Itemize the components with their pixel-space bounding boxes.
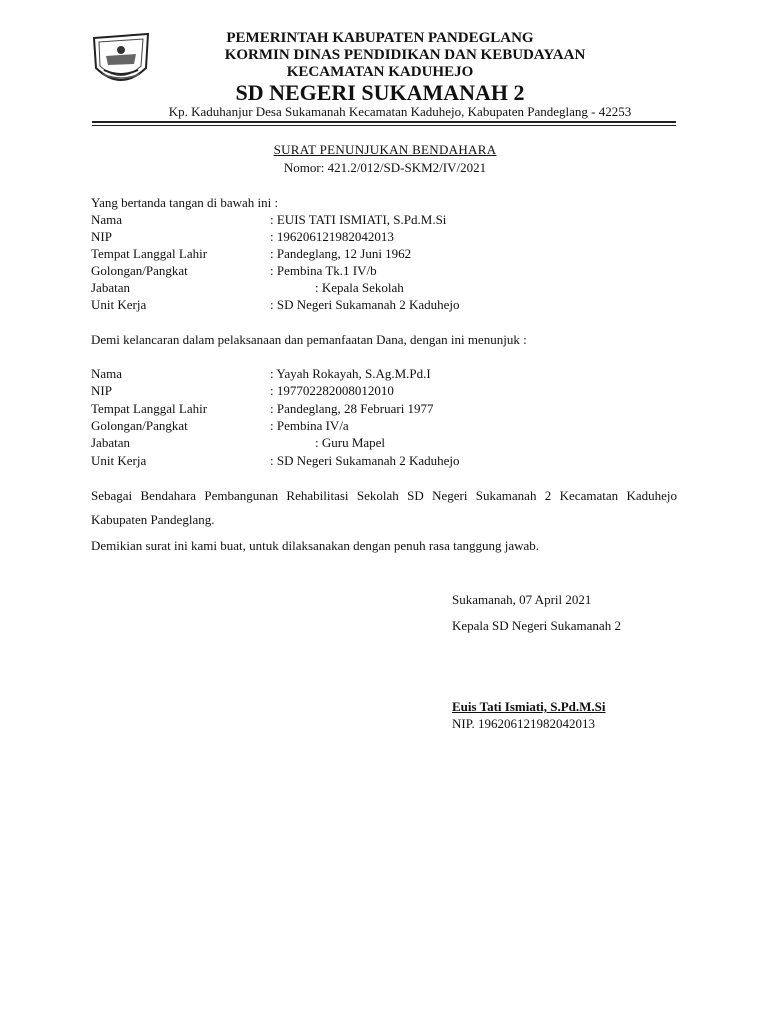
header-address: Kp. Kaduhanjur Desa Sukamanah Kecamatan Kaduhejo, Kabupaten Pandeglang - 42253 — [168, 104, 632, 119]
signer-value: : 196206121982042013 — [270, 229, 394, 244]
signature-position: Kepala SD Negeri Sukamanah 2 — [452, 618, 621, 633]
appointee-label: Unit Kerja — [91, 453, 147, 468]
header-rule-thick — [92, 121, 676, 123]
signature-name: Euis Tati Ismiati, S.Pd.M.Si — [452, 699, 606, 714]
signer-value: : Pembina Tk.1 IV/b — [270, 263, 377, 278]
appointee-label: Tempat Langgal Lahir — [91, 401, 208, 416]
appointee-value: : Guru Mapel — [315, 435, 386, 450]
appointee-label: Nama — [91, 366, 123, 381]
intro-text: Yang bertanda tangan di bawah ini : — [91, 195, 279, 210]
appointee-value: : Yayah Rokayah, S.Ag.M.Pd.I — [270, 366, 431, 381]
signer-label: Unit Kerja — [91, 297, 147, 312]
header-government: PEMERINTAH KABUPATEN PANDEGLANG — [226, 30, 534, 46]
signature-nip: NIP. 196206121982042013 — [452, 716, 596, 731]
appointee-label: Jabatan — [91, 435, 130, 450]
signature-place-date: Sukamanah, 07 April 2021 — [452, 592, 592, 607]
closing-paragraph: Demikian surat ini kami buat, untuk dilaksanakan dengan penuh rasa tanggung jawab. — [91, 538, 540, 553]
header-rule-thin — [92, 125, 676, 126]
signer-value: : Kepala Sekolah — [315, 280, 404, 295]
appointee-label: NIP — [91, 383, 112, 398]
signer-label: Golongan/Pangkat — [91, 263, 188, 278]
appoint-text: Demi kelancaran dalam pelaksanaan dan pemanfaatan Dana, dengan ini menunjuk : — [91, 332, 527, 347]
header-district: KECAMATAN KADUHEJO — [286, 64, 474, 80]
appointee-value: : Pembina IV/a — [270, 418, 349, 433]
signer-label: Jabatan — [91, 280, 130, 295]
signer-label: Tempat Langgal Lahir — [91, 246, 208, 261]
header-school-name: SD NEGERI SUKAMANAH 2 — [235, 80, 525, 105]
signer-value: : EUIS TATI ISMIATI, S.Pd.M.Si — [270, 212, 447, 227]
signer-label: Nama — [91, 212, 123, 227]
signer-value: : Pandeglang, 12 Juni 1962 — [270, 246, 412, 261]
header-department: KORMIN DINAS PENDIDIKAN DAN KEBUDAYAAN — [224, 47, 586, 63]
appointee-value: : Pandeglang, 28 Februari 1977 — [270, 401, 434, 416]
role-paragraph: Sebagai Bendahara Pembangunan Rehabilitasi Sekolah SD Negeri Sukamanah 2 Kecamatan Kaduhejo Kabupaten Pandeglang. — [91, 488, 677, 527]
letter-number: Nomor: 421.2/012/SD-SKM2/IV/2021 — [283, 160, 487, 175]
appointee-value: : SD Negeri Sukamanah 2 Kaduhejo — [270, 453, 460, 468]
signer-label: NIP — [91, 229, 112, 244]
letter-title: SURAT PENUNJUKAN BENDAHARA — [273, 142, 497, 157]
appointee-label: Golongan/Pangkat — [91, 418, 188, 433]
appointee-value: : 197702282008012010 — [270, 383, 394, 398]
signer-value: : SD Negeri Sukamanah 2 Kaduhejo — [270, 297, 460, 312]
